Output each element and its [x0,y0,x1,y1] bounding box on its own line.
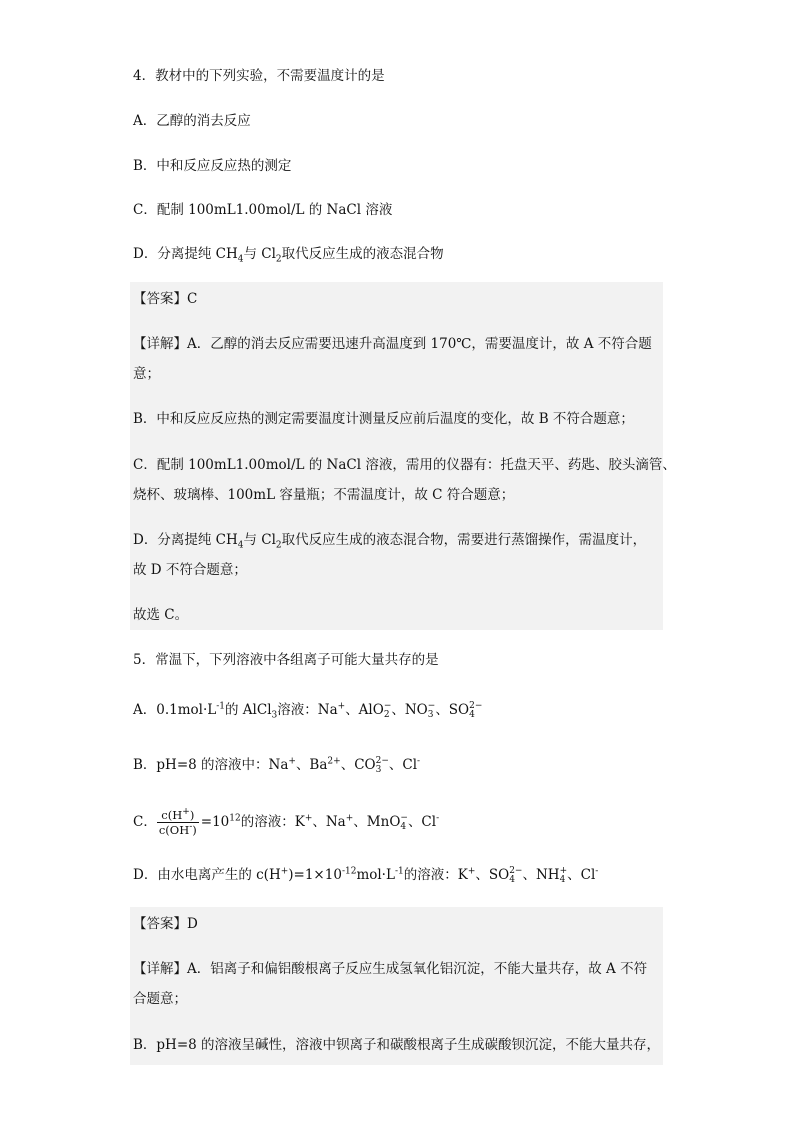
q4-detail-line: 故 D 不符合题意； [133,562,247,578]
q4-option-d: D．分离提纯 $CH_4$与 $Cl_2$取代反应生成的液态混合物 [133,246,444,265]
ratio-fraction: $\frac{c(H^+)}{c(OH^-)}$ [158,807,197,837]
q4-answer: 【答案】C [133,291,198,307]
q5-stem: 5．常温下，下列溶液中各组离子可能大量共存的是 [133,652,439,668]
q5-option-a: A．$0.1mol\cdot L^{-1}$的 AlCl$_3$溶液：Na+、AlO − 2 、NO − 3 、SO 2− 4 [133,700,483,721]
q4-stem: 4．教材中的下列实验，不需要温度计的是 [133,68,385,84]
q4-detail-line: 【详解】A．乙醇的消去反应需要迅速升高温度到 170℃，需要温度计，故 A 不符合题 [133,336,652,352]
q5-detail-line: 【详解】A．铝离子和偏铝酸根离子反应生成氢氧化铝沉淀，不能大量共存，故 A 不符 [133,961,648,977]
q5-answer: 【答案】D [133,916,198,932]
q4-detail-line: C．配制 100mL1.00mol/L 的 NaCl 溶液，需用的仪器有：托盘天平、药匙、胶头滴管、 [133,457,676,473]
q5-option-b: B．pH=8 的溶液中：Na+、$Ba^{2+}$、CO 2− 3 、Cl- [133,755,421,775]
q5-option-d: D．由水电离产生的 $c(H^+)=1\times 10^{-12}mol\cdot L^{-1}$的溶液：K+、SO 2− 4 、NH + 4 、Cl- [133,865,599,885]
q5-detail-line: B．pH=8 的溶液呈碱性，溶液中钡离子和碳酸根离子生成碳酸钡沉淀，不能大量共存， [133,1037,661,1053]
q4-option-b: B．中和反应反应热的测定 [133,158,292,174]
q4-detail-line: 故选 C。 [133,607,189,623]
q4-detail-line: D．分离提纯 $CH_4$与 $Cl_2$取代反应生成的液态混合物，需要进行蒸馏操作，需温度计， [133,532,647,551]
q4-option-a: A．乙醇的消去反应 [133,113,251,129]
q5-detail-line: 合题意； [133,991,187,1007]
q4-detail-line: B．中和反应反应热的测定需要温度计测量反应前后温度的变化，故 B 不符合题意； [133,411,634,427]
q4-detail-line: 意； [133,366,160,382]
q4-detail-line: 烧杯、玻璃棒、100mL 容量瓶；不需温度计，故 C 符合题意； [133,487,515,503]
q4-option-c: C．配制 100mL1.00mol/L 的 NaCl 溶液 [133,202,393,218]
q5-option-c: C． $\frac{c(H^+)}{c(OH^-)}$ $=10^{12}$的溶液：K+、Na+、MnO − 4 、Cl- [133,807,440,837]
